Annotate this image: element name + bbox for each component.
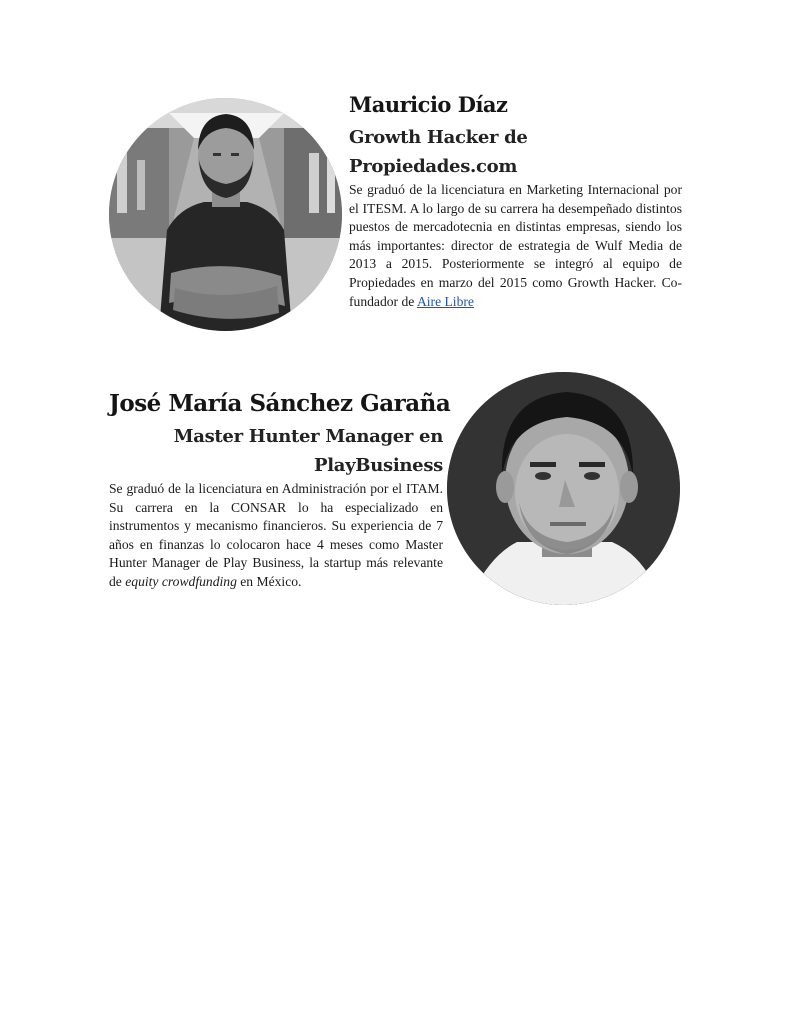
- mauricio-diaz-photo: [109, 98, 342, 331]
- bio-text: Se graduó de la licenciatura en Administración por el ITAM. Su carrera en la CONSAR lo ha especializado en instrumentos y mecanismo financieros. Su experiencia de 7 años en finanzas lo colocaron hace 4 meses como Master Hunter Manager de Play Business, la startup más relevante de: [109, 481, 443, 589]
- profile-bio: [349, 181, 682, 311]
- role-line: Master Hunter Manager en: [173, 426, 443, 447]
- bio-italic-text: equity crowdfunding: [125, 573, 237, 589]
- jose-maria-sanchez-photo: [447, 372, 680, 605]
- bio-text: en México.: [236, 573, 302, 589]
- profile-role: [349, 123, 649, 181]
- role-line: Growth Hacker de: [349, 127, 528, 148]
- profile-name: José María Sánchez Garaña: [109, 390, 451, 417]
- profile-bio: [109, 480, 443, 592]
- aire-libre-link[interactable]: Aire Libre: [416, 293, 474, 309]
- role-line: Propiedades.com: [349, 156, 518, 177]
- profile-role: [109, 422, 443, 480]
- bio-text: Se graduó de la licenciatura en Marketing Internacional por el ITESM. A lo largo de su carrera ha desempeñado distintos puestos de mercadotecnia en distintas empresas, siendo los más importantes: director de estrategia de Wulf Media de 2013 a 2015. Posteriormente se integró al equipo de Propiedades en marzo del 2015 como Growth Hacker. Co-fundador de: [349, 182, 682, 309]
- profile-name: Mauricio Díaz: [349, 92, 508, 117]
- role-line: PlayBusiness: [314, 455, 443, 476]
